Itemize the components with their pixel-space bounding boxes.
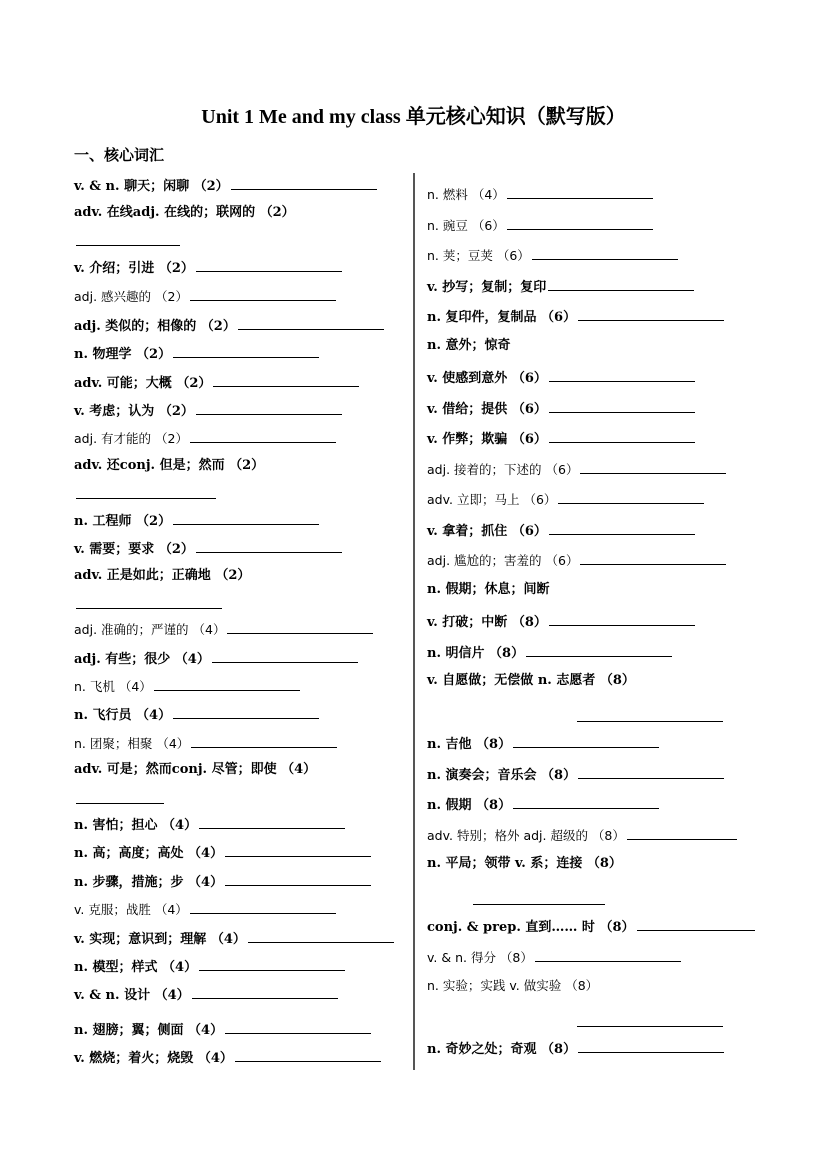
- vocab-item: v. 实现；意识到；理解 （4）: [74, 928, 394, 949]
- vocab-item: n. 翅膀；翼；侧面 （4）: [74, 1019, 371, 1040]
- answer-blank[interactable]: [577, 721, 723, 722]
- vocab-item: v. 拿着；抓住 （6）: [427, 520, 695, 541]
- answer-blank[interactable]: [549, 367, 695, 382]
- answer-blank[interactable]: [231, 175, 377, 190]
- answer-blank[interactable]: [549, 428, 695, 443]
- vocab-item: v. 作弊；欺骗 （6）: [427, 428, 695, 449]
- vocab-item: adj. 有些；很少 （4）: [74, 648, 358, 669]
- answer-blank[interactable]: [213, 372, 359, 387]
- answer-blank[interactable]: [473, 904, 605, 905]
- answer-blank[interactable]: [190, 899, 336, 914]
- answer-blank[interactable]: [577, 1026, 723, 1027]
- answer-blank[interactable]: [507, 184, 653, 199]
- vocab-item: n. 飞行员 （4）: [74, 704, 319, 725]
- answer-blank[interactable]: [154, 676, 300, 691]
- vocab-item: n. 团聚；相聚 （4）: [74, 733, 337, 753]
- vocab-item: n. 害怕；担心 （4）: [74, 814, 345, 835]
- vocab-item: adv. 正是如此；正确地 （2）: [74, 568, 251, 583]
- answer-blank[interactable]: [199, 956, 345, 971]
- answer-blank[interactable]: [173, 704, 319, 719]
- vocab-item: n. 演奏会；音乐会 （8）: [427, 764, 724, 785]
- vocab-item: adj. 感兴趣的 （2）: [74, 286, 336, 306]
- vocab-item: adv. 特别；格外 adj. 超级的 （8）: [427, 825, 737, 845]
- vocab-item: n. 意外；惊奇: [427, 338, 511, 353]
- answer-blank[interactable]: [578, 764, 724, 779]
- answer-blank[interactable]: [199, 814, 345, 829]
- answer-blank[interactable]: [627, 825, 737, 840]
- vocab-item: adv. 可能；大概 （2）: [74, 372, 359, 393]
- vocab-item: n. 平局；领带 v. 系；连接 （8）: [427, 856, 622, 871]
- vocab-item: adv. 在线adj. 在线的；联网的 （2）: [74, 205, 295, 220]
- vocab-item: adj. 准确的；严谨的 （4）: [74, 619, 373, 639]
- vocab-item: n. 物理学 （2）: [74, 343, 319, 364]
- answer-blank[interactable]: [235, 1047, 381, 1062]
- vocab-item: v. 借给；提供 （6）: [427, 398, 695, 419]
- vocab-item: v. 抄写；复制；复印: [427, 276, 694, 297]
- vocab-item: v. & n. 得分 （8）: [427, 947, 681, 967]
- answer-blank[interactable]: [513, 733, 659, 748]
- answer-blank[interactable]: [225, 842, 371, 857]
- vocab-item: adv. 可是；然而conj. 尽管；即使 （4）: [74, 762, 317, 777]
- answer-blank[interactable]: [190, 286, 336, 301]
- answer-blank[interactable]: [76, 608, 222, 609]
- vocab-item: v. 打破；中断 （8）: [427, 611, 695, 632]
- answer-blank[interactable]: [558, 489, 704, 504]
- answer-blank[interactable]: [225, 1019, 371, 1034]
- answer-blank[interactable]: [580, 550, 726, 565]
- answer-blank[interactable]: [549, 398, 695, 413]
- answer-blank[interactable]: [227, 619, 373, 634]
- answer-blank[interactable]: [173, 510, 319, 525]
- answer-blank[interactable]: [212, 648, 358, 663]
- answer-blank[interactable]: [248, 928, 394, 943]
- vocab-item: v. 需要；要求 （2）: [74, 538, 342, 559]
- answer-blank[interactable]: [76, 803, 164, 804]
- vocab-item: v. & n. 设计 （4）: [74, 984, 338, 1005]
- vocab-item: n. 飞机 （4）: [74, 676, 300, 696]
- answer-blank[interactable]: [192, 984, 338, 999]
- vocab-item: n. 高；高度；高处 （4）: [74, 842, 371, 863]
- vocab-item: n. 步骤，措施；步 （4）: [74, 871, 371, 892]
- section-heading: 一、核心词汇: [74, 146, 165, 164]
- column-divider: [413, 173, 415, 1070]
- answer-blank[interactable]: [578, 1038, 724, 1053]
- answer-blank[interactable]: [76, 498, 216, 499]
- vocab-item: v. 燃烧；着火；烧毁 （4）: [74, 1047, 381, 1068]
- vocab-item: v. & n. 聊天；闲聊 （2）: [74, 175, 377, 196]
- answer-blank[interactable]: [76, 245, 180, 246]
- vocab-item: v. 使感到意外 （6）: [427, 367, 695, 388]
- answer-blank[interactable]: [549, 520, 695, 535]
- answer-blank[interactable]: [532, 245, 678, 260]
- vocab-item: n. 奇妙之处；奇观 （8）: [427, 1038, 724, 1059]
- answer-blank[interactable]: [637, 916, 755, 931]
- vocab-item: adj. 接着的；下述的 （6）: [427, 459, 726, 479]
- vocab-item: n. 假期；休息；间断: [427, 582, 550, 597]
- vocab-item: adj. 类似的；相像的 （2）: [74, 315, 384, 336]
- vocab-item: v. 克服；战胜 （4）: [74, 899, 336, 919]
- answer-blank[interactable]: [238, 315, 384, 330]
- vocab-item: adv. 立即；马上 （6）: [427, 489, 704, 509]
- vocab-item: n. 豌豆 （6）: [427, 215, 653, 235]
- page-title: Unit 1 Me and my class 单元核心知识（默写版）: [201, 106, 626, 128]
- answer-blank[interactable]: [173, 343, 319, 358]
- vocab-item: n. 复印件，复制品 （6）: [427, 306, 724, 327]
- vocab-item: n. 工程师 （2）: [74, 510, 319, 531]
- vocab-item: n. 实验；实践 v. 做实验 （8）: [427, 978, 599, 993]
- answer-blank[interactable]: [578, 306, 724, 321]
- answer-blank[interactable]: [548, 276, 694, 291]
- vocab-item: conj. & prep. 直到…… 时 （8）: [427, 916, 755, 937]
- vocab-item: v. 自愿做；无偿做 n. 志愿者 （8）: [427, 673, 635, 688]
- answer-blank[interactable]: [196, 257, 342, 272]
- vocab-item: n. 假期 （8）: [427, 794, 659, 815]
- answer-blank[interactable]: [196, 538, 342, 553]
- answer-blank[interactable]: [513, 794, 659, 809]
- answer-blank[interactable]: [190, 428, 336, 443]
- answer-blank[interactable]: [507, 215, 653, 230]
- vocab-item: adj. 尴尬的；害羞的 （6）: [427, 550, 726, 570]
- answer-blank[interactable]: [196, 400, 342, 415]
- vocab-item: v. 考虑；认为 （2）: [74, 400, 342, 421]
- vocab-item: n. 吉他 （8）: [427, 733, 659, 754]
- answer-blank[interactable]: [535, 947, 681, 962]
- vocab-item: v. 介绍；引进 （2）: [74, 257, 342, 278]
- answer-blank[interactable]: [191, 733, 337, 748]
- answer-blank[interactable]: [580, 459, 726, 474]
- answer-blank[interactable]: [549, 611, 695, 626]
- vocab-item: n. 燃料 （4）: [427, 184, 653, 204]
- vocab-item: adv. 还conj. 但是；然而 （2）: [74, 458, 265, 473]
- answer-blank[interactable]: [526, 642, 672, 657]
- vocab-item: n. 荚；豆荚 （6）: [427, 245, 678, 265]
- vocab-item: n. 明信片 （8）: [427, 642, 672, 663]
- answer-blank[interactable]: [225, 871, 371, 886]
- vocab-item: n. 模型；样式 （4）: [74, 956, 345, 977]
- vocab-item: adj. 有才能的 （2）: [74, 428, 336, 448]
